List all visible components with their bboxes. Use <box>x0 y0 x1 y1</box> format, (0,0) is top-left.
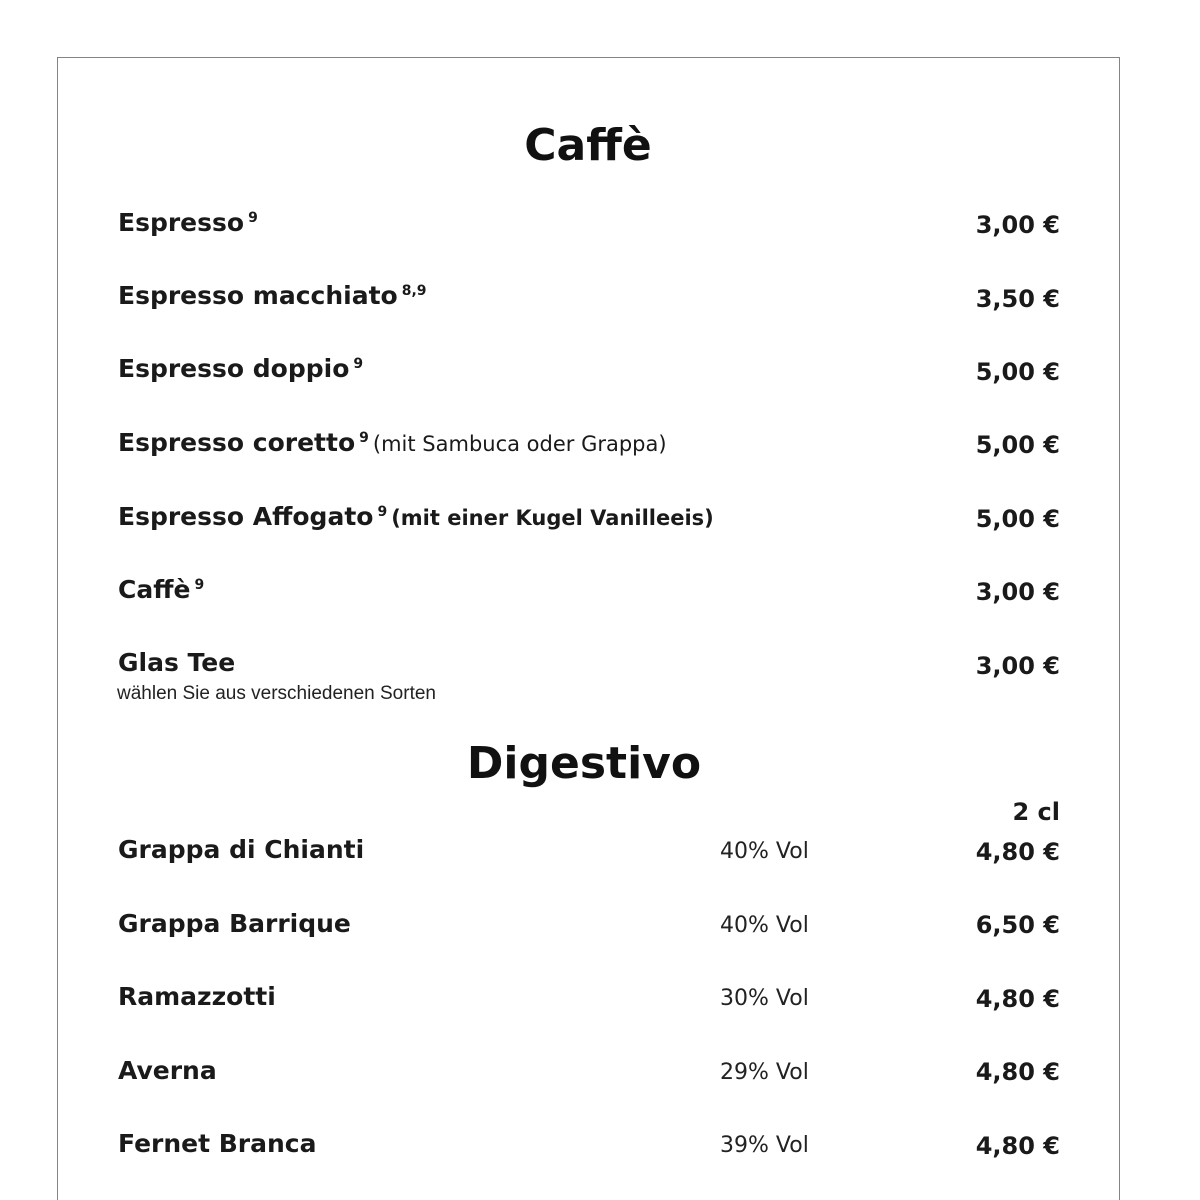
menu-item-glas-tee <box>118 650 235 675</box>
menu-item-ramazzotti <box>118 984 276 1009</box>
item-name: Espresso Affogato <box>118 502 374 531</box>
price-grappa-di-chianti: 4,80 € <box>975 838 1060 866</box>
item-name: Espresso <box>118 208 245 237</box>
price-fernet-branca: 4,80 € <box>975 1132 1060 1160</box>
price-grappa-barrique: 6,50 € <box>975 911 1060 939</box>
item-name: Espresso macchiato <box>118 281 398 310</box>
item-note: (mit einer Kugel Vanilleeis) <box>391 506 714 530</box>
allergen-marker: 9 <box>248 210 258 226</box>
menu-item-espresso <box>118 210 258 235</box>
alcohol-volume: 40% Vol <box>720 913 809 938</box>
item-name: Caffè <box>118 575 191 604</box>
price-espresso-macchiato: 3,50 € <box>975 285 1060 313</box>
menu-item-grappa-barrique <box>118 911 351 936</box>
price-caffe: 3,00 € <box>975 578 1060 606</box>
item-name: Glas Tee <box>118 648 236 677</box>
allergen-marker: 9 <box>377 504 388 520</box>
item-note: (mit Sambuca oder Grappa) <box>372 432 667 456</box>
price-averna: 4,80 € <box>975 1058 1060 1086</box>
menu-item-espresso-macchiato <box>118 283 427 308</box>
item-name: Ramazzotti <box>118 982 276 1011</box>
menu-item-fernet-branca <box>118 1131 317 1156</box>
alcohol-volume: 30% Vol <box>720 986 809 1011</box>
alcohol-volume: 39% Vol <box>720 1133 809 1158</box>
price-espresso-affogato: 5,00 € <box>975 505 1060 533</box>
menu-item-averna <box>118 1058 217 1083</box>
allergen-marker: 9 <box>194 577 205 593</box>
item-description: wählen Sie aus verschiedenen Sorten <box>117 683 436 704</box>
alcohol-volume: 29% Vol <box>720 1060 809 1085</box>
allergen-marker: 9 <box>359 430 369 446</box>
item-name: Averna <box>118 1056 217 1085</box>
allergen-marker: 8,9 <box>401 283 427 299</box>
allergen-marker: 9 <box>353 356 364 372</box>
section-title-digestivo: Digestivo <box>466 738 702 789</box>
item-name: Grappa di Chianti <box>118 835 365 864</box>
menu-item-espresso-coretto <box>118 430 667 455</box>
item-name: Espresso doppio <box>118 354 350 383</box>
item-name: Espresso coretto <box>118 428 356 457</box>
section-title-caffe: Caffè <box>524 120 652 171</box>
alcohol-volume: 40% Vol <box>720 839 809 864</box>
menu-item-caffe <box>118 577 204 602</box>
item-name: Grappa Barrique <box>118 909 351 938</box>
price-espresso-coretto: 5,00 € <box>975 431 1060 459</box>
price-ramazzotti: 4,80 € <box>975 985 1060 1013</box>
price-espresso-doppio: 5,00 € <box>975 358 1060 386</box>
item-name: Fernet Branca <box>118 1129 317 1158</box>
menu-item-espresso-doppio <box>118 356 363 381</box>
serving-size-header: 2 cl <box>1012 798 1060 826</box>
menu-item-espresso-affogato <box>118 504 714 529</box>
price-glas-tee: 3,00 € <box>975 652 1060 680</box>
price-espresso: 3,00 € <box>975 211 1060 239</box>
menu-item-grappa-di-chianti <box>118 837 364 862</box>
